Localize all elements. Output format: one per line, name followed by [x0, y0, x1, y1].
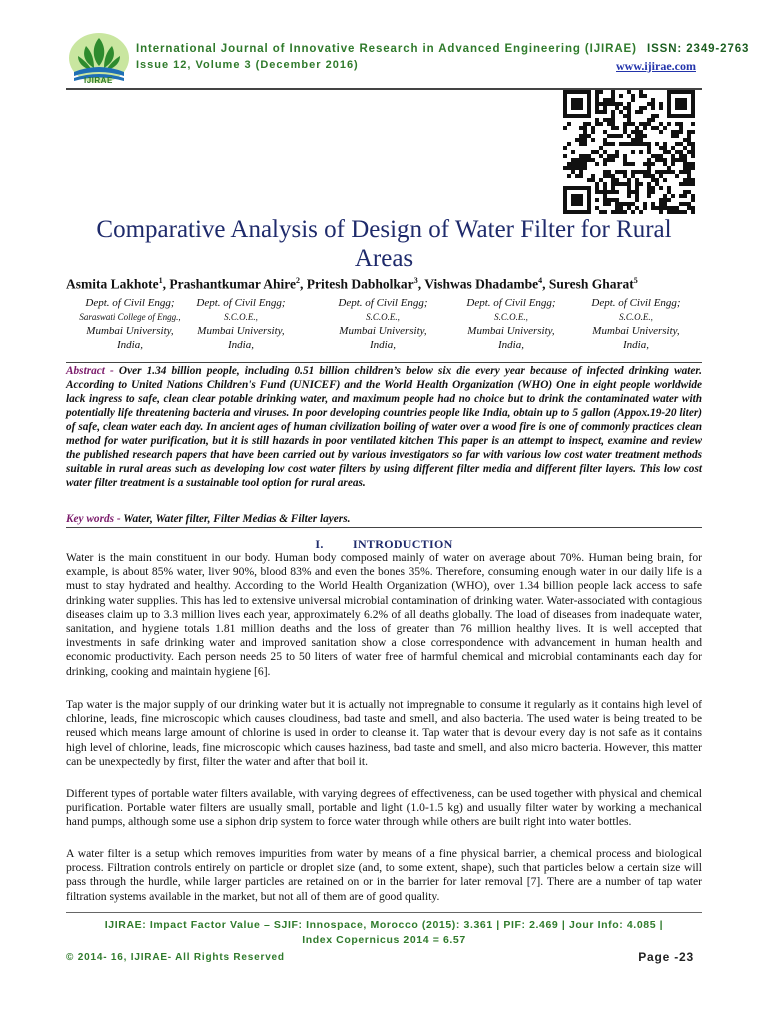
author-name: Pritesh Dabholkar: [306, 276, 414, 292]
qr-code: [563, 90, 695, 214]
issue-info: Issue 12, Volume 3 (December 2016): [136, 59, 359, 71]
paper-title: Comparative Analysis of Design of Water Filter for Rural Areas: [96, 216, 672, 272]
section-number: I.: [315, 537, 324, 551]
author-name: Vishwas Dhadambe: [424, 276, 539, 292]
ijirae-logo: [66, 32, 132, 90]
affiliation-3: Dept. of Civil Engg; S.C.O.E., Mumbai University, India,: [338, 297, 428, 351]
body-paragraph: Water is the main constituent in our body. Human body composed mainly of water on average about 70%. Human being brain, for example, is about 85% water, liver 90%, blood 83% and even the bones 35%. Therefore, consuming enough water in our daily life is a must to stay hydrated and healthy. According to the World Health Organization (WHO), over 1.34 billion people lack access to safe drinking water supplies. This has led to extensive universal microbial contamination of drinking water. Water-associated with contagious diseases claim up to 3.3 million lives each year, approximately 6.2% of all deaths globally. The load of diseases from inadequate water, sanitation, and hygiene totals 1.81 million deaths and the loss of greater than 76 million healthy lives. It is well accepted that investments in safe drinking water and improved sanitation show a close correspondence with advancement in human health and economic productivity. Each person needs 25 to 50 liters of water free of harmful chemical and microbial contaminants each day for drinking, cooking and maintain hygiene [6].: [66, 551, 702, 678]
author-name: Prashantkumar Ahire: [169, 276, 297, 292]
journal-header: [66, 32, 750, 94]
abstract-label: Abstract -: [66, 365, 114, 377]
journal-website-link[interactable]: www.ijirae.com: [616, 59, 696, 73]
author-name: Suresh Gharat: [548, 276, 634, 292]
footer-divider: [66, 912, 702, 913]
affiliation-2: Dept. of Civil Engg; S.C.O.E., Mumbai University, India,: [196, 297, 286, 351]
abstract: [66, 364, 702, 490]
keywords: [66, 513, 702, 525]
page-number: Page -23: [638, 950, 694, 964]
affiliation-4: Dept. of Civil Engg; S.C.O.E., Mumbai University, India,: [466, 297, 556, 351]
body-paragraph: Tap water is the major supply of our drinking water but it is actually not impregnable to consume it regularly as it contains high level of chlorine, leads, fine microscopic which causes cloudiness, bad taste and smell, and also bacteria. The used water is being treated to be reused which means large amount of chlorine is used in order to cleanse it. Tap water that is devour every day is not safe as it contains high level of chlorine, leads, fine microscopic which causes haziness, bad taste and smell, and also micro bacteria. However, this matter can be unexpectedly by first, filter the water and after that boil it.: [66, 698, 702, 768]
issn: ISSN: 2349-2763: [646, 43, 750, 55]
abstract-text: Over 1.34 billion people, including 0.51 billion children’s below six die every year because of infected drinking water. According to United Nations Children's Fund (UNICEF) and the World Health Organization (WHO) One in eight people worldwide lack ingress to safe, clean clear potable drinking water, and maximum people had no choice but to drink the contaminated water with potentially life threatening bacteria and viruses. In poor developing countries people like India, obtain up to 5 gallon (Appox.19-20 liter) of safe, clean water each day. In ancient ages of human civilization boiling of water over a wood fire is one of commonly practices clean method for water purification, but it is still hazards in poor ventilated kitchen This paper is an attempt to inspect, examine and review the published research papers that have been carried out by various investigators so far with various low cost water treatment methods suitable in rural areas such as developing low cost water filters by using different filter media and different filter layers. This low cost water filter treatment is a sustainable tool option for rural areas.: [66, 365, 703, 489]
body-paragraph: A water filter is a setup which removes impurities from water by means of a fine physical barrier, a chemical process and biological process. Filtration controls entirely on particle or droplet size (and, to some extent, shape), such that particles below a certain size will pass through the hurdle, while larger particles are retained on or in the barrier for later removal [7]. There are a number of tap water filtration systems available in the market, but not all of them are of good quality.: [66, 847, 702, 903]
keywords-text: Water, Water filter, Filter Medias & Filter layers.: [123, 513, 351, 525]
logo-text: IJIRAE: [84, 76, 113, 85]
keywords-label: Key words -: [66, 513, 121, 525]
author-name: Asmita Lakhote: [66, 276, 159, 292]
impact-factor-info: IJIRAE: Impact Factor Value – SJIF: Innospace, Morocco (2015): 3.361 | PIF: 2.469 | Jour Info: 4.085 | Index Copernicus 2014 = 6.57: [104, 919, 664, 946]
journal-name: International Journal of Innovative Research in Advanced Engineering (IJIRAE): [136, 43, 637, 55]
journal-name-line: [136, 43, 750, 55]
body-paragraph: Different types of portable water filters available, with varying degrees of effectiveness, can be used together with physical and chemical purification. Portable water filters are usually small, portable and light (1.0-1.5 kg) and usually filter water by working a mechanical hand pumps, although some use a siphon drip system to force water through while others are built right into water bottles.: [66, 787, 702, 829]
section-title: INTRODUCTION: [352, 537, 453, 551]
affiliation-1: Dept. of Civil Engg; Saraswati College of Engg., Mumbai University, India,: [79, 297, 181, 351]
affiliation-5: Dept. of Civil Engg; S.C.O.E., Mumbai University, India,: [591, 297, 681, 351]
author-list: Asmita Lakhote$^1$, Prashantkumar Ahire$^2$, Pritesh Dabholkar$^3$, Vishwas Dhadambe$^4$, Suresh Gharat$^5$: [66, 276, 638, 292]
section-heading: [66, 537, 702, 552]
copyright: © 2014- 16, IJIRAE- All Rights Reserved: [66, 952, 285, 963]
